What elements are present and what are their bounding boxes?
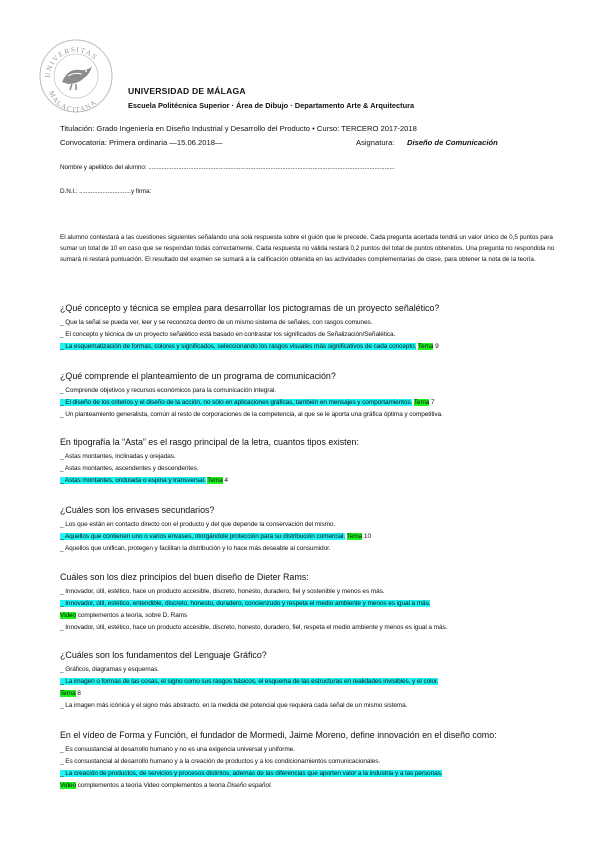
reference-tag: Video (60, 612, 77, 619)
answer-text: _ La creación de productos, de servicios y procesos distintos, además de las diferencias que aporten valor a la industria y a las personas. (60, 770, 443, 777)
answer-option[interactable] (60, 598, 430, 609)
reference-tag: Tema (207, 477, 223, 484)
reference-tag: Tema (417, 343, 434, 350)
degree-line: Titulación: Grado Ingeniería en Diseño Industrial y Desarrollo del Producto • Curso: TERCERO 2017-2018 (60, 124, 417, 133)
answer-text: _ Astas montantes, inclinadas y orejadas. (60, 453, 176, 460)
answer-option[interactable] (60, 780, 272, 791)
answer-option[interactable] (60, 341, 439, 352)
answer-option[interactable] (60, 409, 443, 420)
answer-option[interactable] (60, 664, 159, 675)
answer-option[interactable] (60, 317, 372, 328)
answer-text: complementos a teoría Video complementos a teoría (76, 782, 227, 789)
subject-name: Diseño de Comunicación (407, 138, 498, 147)
reference-tag: Video (60, 782, 77, 789)
answer-text: _ Que la señal se pueda ver, leer y se reconozca dentro de un mismo sistema de señales, con rasgos comunes. (60, 319, 373, 326)
reference-tag: Tema (346, 533, 363, 540)
question-2: ¿Qué comprende el planteamiento de un programa de comunicación? (60, 371, 336, 381)
answer-text: _ Astas montantes, ascendentes y descendentes. (60, 465, 199, 472)
answer-text: _ Un planteamiento generalista, común al resto de corporaciones de la competencia, al que se le aporta una gráfica óptima y competitiva. (60, 411, 443, 418)
answer-text: _ La imagen más icónica y el signo más abstracto, en la medida del potencial que requiera cada señal de un mismo sistema. (60, 702, 408, 709)
question-3: En tipografía la “Asta” es el rasgo principal de la letra, cuantos tipos existen: (60, 437, 359, 447)
answer-text: _ Innovador, útil, estético, entendible, discreto, honesto, duradero, concienzudo y respeta el medio ambiente y menos es igual a más. (60, 600, 431, 607)
answer-text: _ Es consustancial al desarrollo humano y a la creación de productos y a los condicionamientos comunicacionales. (60, 758, 381, 765)
question-4: ¿Cuáles son los envases secundarios? (60, 505, 215, 515)
question-1: ¿Qué concepto y técnica se emplea para desarrollar los pictogramas de un proyecto señalético? (60, 303, 440, 313)
answer-option[interactable] (60, 329, 395, 340)
answer-text: _ Aquellos que contienen uno o varios envases, otorgándole protección para su distribución comercial. (60, 533, 346, 540)
answer-option[interactable] (60, 622, 447, 633)
question-6: ¿Cuáles son los fundamentos del Lenguaje Gráfico? (60, 650, 267, 660)
student-name-field: Nombre y apellidos del alumno: ................................................................................................................................................... (60, 164, 395, 171)
answer-option[interactable] (60, 543, 331, 554)
university-name: UNIVERSIDAD DE MÁLAGA (128, 86, 246, 96)
answer-option[interactable] (60, 397, 435, 408)
answer-option[interactable] (60, 610, 187, 621)
svg-text:UNIVERSITAS: UNIVERSITAS (43, 45, 100, 79)
answer-option[interactable] (60, 688, 81, 699)
question-7: En el vídeo de Forma y Función, el fundador de Mormedi, Jaime Moreno, define innovación en el diseño como: (60, 730, 497, 740)
reference-number: 10 (362, 533, 371, 540)
reference-tag: Tema (60, 690, 76, 697)
answer-text: _ Innovador, útil, estético, hace un producto accesible, discreto, honesto, duradero, fiel y sostenible y menos es más. (60, 588, 385, 595)
answer-option[interactable] (60, 768, 442, 779)
answer-text: _ Los que están en contacto directo con el producto y del que depende la conservación del mismo. (60, 521, 336, 528)
reference-number: 9 (433, 343, 439, 350)
exam-instructions: El alumno contestará a las cuestiones siguientes señalando una sola respuesta sobre el guión que le precede. Cada pregunta acertada tendrá un valor único de 0,5 puntos para sumar un total de 10 en caso que se respondan todas correctamente. Cada respuesta no válida restará 0,2 puntos del total de puntos obtenidos. Una pregunta no respondida no sumará ni restará puntuación. El resultado del examen se sumará a la calificación obtenida en las actividades complementarias de clase, para obtener la nota de la teoría. (60, 234, 555, 263)
reference-title: Diseño español. (226, 782, 273, 789)
answer-option[interactable] (60, 475, 228, 486)
answer-text: _ La esquematización de formas, colores y significados, seleccionando los rasgos visuales más significativos de cada concepto. (60, 343, 417, 350)
university-seal-logo (38, 38, 114, 114)
answer-option[interactable] (60, 586, 385, 597)
answer-option[interactable] (60, 519, 335, 530)
exam-session: Convocatoria: Primera ordinaria —15.06.2018— (60, 138, 223, 147)
answer-option[interactable] (60, 676, 438, 687)
answer-text: _ El concepto y técnica de un proyecto señalético está basado en contrastar los significados de Señalización/Señalética. (60, 331, 396, 338)
answer-option[interactable] (60, 463, 199, 474)
answer-text: complementos a teoría, sobre D. Rams (76, 612, 188, 619)
reference-number: 7 (429, 399, 435, 406)
answer-option[interactable] (60, 700, 407, 711)
answer-option[interactable] (60, 756, 380, 767)
school-department-line: Escuela Politécnica Superior · Área de Dibujo · Departamento Arte & Arquitectura (128, 101, 415, 110)
answer-text: _ La imagen o formas de las cosas, el signo como sus rasgos básicos, el esquema de las estructuras en realidades invisibles, y el color. (60, 678, 439, 685)
answer-option[interactable] (60, 385, 276, 396)
answer-text: _ Gráficos, diagramas y esquemas. (60, 666, 159, 673)
answer-text: _ Astas montantes, ondulada o espina y transversal. (60, 477, 206, 484)
subject-label: Asignatura: (356, 138, 395, 147)
answer-option[interactable] (60, 451, 176, 462)
dni-signature-field: D.N.I.: ...............................y firma: (60, 188, 152, 195)
answer-text: _ El diseño de los criterios y el diseño de la acción, no sólo en aplicaciones gráficas, también en mensajes y comportamientos. (60, 399, 413, 406)
answer-text: 8 (75, 690, 81, 697)
answer-option[interactable] (60, 744, 295, 755)
question-5: Cuáles son los diez principios del buen diseño de Dieter Rams: (60, 572, 309, 582)
answer-text: _ Comprende objetivos y recursos económicos para la comunicación integral. (60, 387, 276, 394)
answer-text: _ Innovador, útil, estético, hace un producto accesible, discreto, honesto, duradero, fiel, respeta el medio ambiente y menos es igual a más. (60, 624, 448, 631)
reference-tag: Tema (413, 399, 430, 406)
answer-text: _ Aquellos que unifican, protegen y facilitan la distribución y lo hace más deseable al consumidor. (60, 545, 331, 552)
answer-text: _ Es consustancial al desarrollo humano y no es una exigencia universal y uniforme. (60, 746, 295, 753)
reference-number: 4 (222, 477, 228, 484)
answer-option[interactable] (60, 531, 371, 542)
svg-text:MALACITANA: MALACITANA (47, 89, 99, 114)
